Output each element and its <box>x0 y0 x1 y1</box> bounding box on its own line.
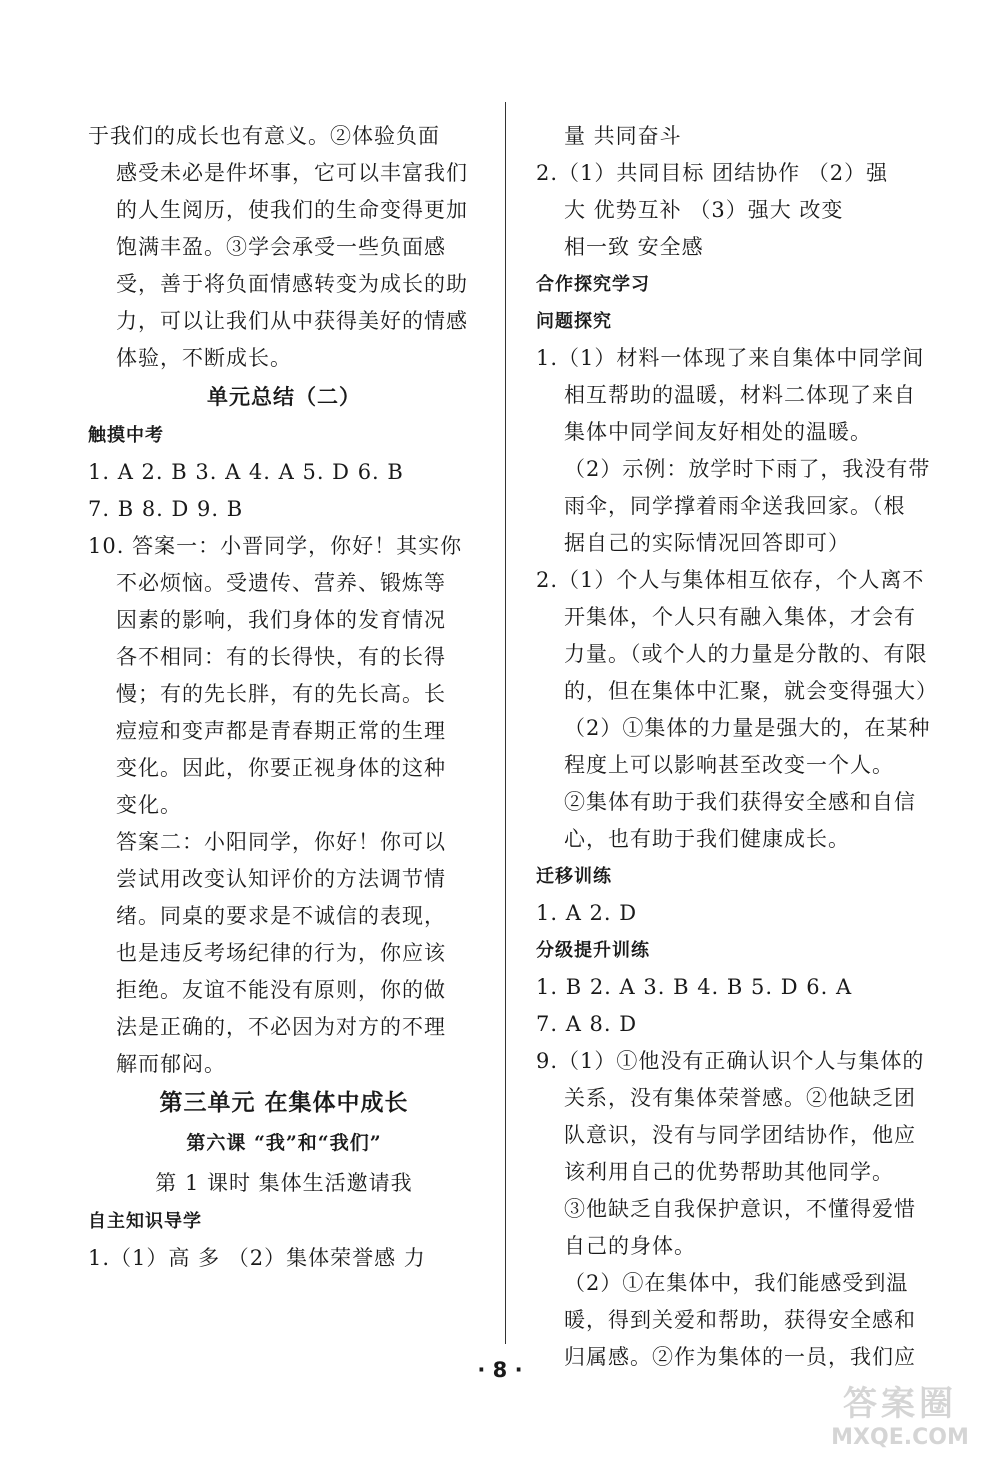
watermark-logo <box>810 1376 990 1458</box>
text-line: 绪。同桌的要求是不诚信的表现， <box>116 904 446 928</box>
text-line: 各不相同：有的长得快，有的长得 <box>116 645 446 669</box>
text-line: 心，也有助于我们健康成长。 <box>564 827 850 851</box>
text-line: 相一致 安全感 <box>564 235 704 259</box>
section-heading-cooperative-inquiry: 合作探究学习 <box>536 274 650 295</box>
answer-line: 1. A 2. B 3. A 4. A 5. D 6. B <box>88 460 404 484</box>
text-line: （2）示例：放学时下雨了，我没有带 <box>564 457 931 481</box>
text-line: 大 优势互补 （3）强大 改变 <box>564 198 844 222</box>
answer-line: 1. B 2. A 3. B 4. B 5. D 6. A <box>536 975 853 999</box>
text-line: 暖，得到关爱和帮助，获得安全感和 <box>564 1308 916 1332</box>
lesson-6-title: 第六课 “我”和“我们” <box>186 1132 382 1154</box>
text-line: 开集体，个人只有融入集体，才会有 <box>564 605 916 629</box>
text-line: 变化。 <box>116 793 182 817</box>
section-heading-graded-training: 分级提升训练 <box>536 940 650 961</box>
answer-line: 1.（1）高 多 （2）集体荣誉感 力 <box>88 1246 426 1270</box>
text-line: 力，可以让我们从中获得美好的情感 <box>116 309 468 333</box>
text-line: 据自己的实际情况回答即可） <box>564 531 850 555</box>
section-heading-problem-inquiry: 问题探究 <box>536 311 612 332</box>
text-line: 也是违反考场纪律的行为，你应该 <box>116 941 446 965</box>
text-line: （2）①集体的力量是强大的，在某种 <box>564 716 931 740</box>
text-line: 尝试用改变认知评价的方法调节情 <box>116 867 446 891</box>
text-line: 慢；有的先长胖，有的先长高。长 <box>116 682 446 706</box>
text-line: 该利用自己的优势帮助其他同学。 <box>564 1160 894 1184</box>
text-line: 队意识，没有与同学团结协作，他应 <box>564 1123 916 1147</box>
text-line: 雨伞，同学撑着雨伞送我回家。（根 <box>564 494 906 518</box>
text-line: 不必烦恼。受遗传、营养、锻炼等 <box>116 571 446 595</box>
text-line: 变化。因此，你要正视身体的这种 <box>116 756 446 780</box>
text-line: 的，但在集体中汇聚，就会变得强大） <box>564 679 938 703</box>
text-line: 自己的身体。 <box>564 1234 696 1258</box>
text-line: 量 共同奋斗 <box>564 124 682 148</box>
text-line: 感受未必是件坏事，它可以丰富我们 <box>116 161 468 185</box>
text-line: 于我们的成长也有意义。②体验负面 <box>88 124 440 148</box>
question-9-block <box>536 1043 925 1376</box>
text-line: 10. 答案一：小晋同学，你好！其实你 <box>88 534 463 558</box>
watermark-text: 答案圈 <box>843 1384 957 1424</box>
text-line: （2）①在集体中，我们能感受到温 <box>564 1271 909 1295</box>
text-line: 的人生阅历，使我们的生命变得更加 <box>116 198 468 222</box>
page-number: · 8 · <box>477 1358 523 1382</box>
unit-3-title: 第三单元 在集体中成长 <box>159 1089 409 1116</box>
left-column <box>88 118 480 1277</box>
text-line: 法是正确的，不必因为对方的不理 <box>116 1015 446 1039</box>
answer-line: 7. A 8. D <box>536 1012 638 1036</box>
answer-line: 1. A 2. D <box>536 901 638 925</box>
text-line: 程度上可以影响甚至改变一个人。 <box>564 753 894 777</box>
text-line: 归属感。②作为集体的一员，我们应 <box>564 1345 916 1369</box>
section-heading-transfer-training: 迁移训练 <box>536 866 612 887</box>
text-line: 2.（1）共同目标 团结协作 （2）强 <box>536 161 889 185</box>
column-divider <box>505 102 506 1344</box>
right-column <box>536 118 938 1376</box>
text-line: 9.（1）①他没有正确认识个人与集体的 <box>536 1049 925 1073</box>
text-line: 体验，不断成长。 <box>116 346 292 370</box>
unit-summary-title: 单元总结（二） <box>207 384 361 409</box>
text-line: 相互帮助的温暖，材料二体现了来自 <box>564 383 916 407</box>
question-10-block <box>88 528 480 1083</box>
text-line: 受，善于将负面情感转变为成长的助 <box>116 272 468 296</box>
text-line: 答案二：小阳同学，你好！你可以 <box>116 830 446 854</box>
text-line: ③他缺乏自我保护意识，不懂得爱惜 <box>564 1197 916 1221</box>
section-heading-self-study: 自主知识导学 <box>88 1211 202 1232</box>
text-line: 1.（1）材料一体现了来自集体中同学间 <box>536 346 925 370</box>
text-line: ②集体有助于我们获得安全感和自信 <box>564 790 916 814</box>
section-heading-touch-exam: 触摸中考 <box>88 425 164 446</box>
answer-line: 7. B 8. D 9. B <box>88 497 244 521</box>
text-line: 拒绝。友谊不能没有原则，你的做 <box>116 978 446 1002</box>
text-line: 痘痘和变声都是青春期正常的生理 <box>116 719 446 743</box>
text-line: 2.（1）个人与集体相互依存，个人离不 <box>536 568 925 592</box>
text-line: 饱满丰盈。③学会承受一些负面感 <box>116 235 446 259</box>
problem-inquiry-block <box>536 340 938 858</box>
answer-continuation-block <box>88 118 480 377</box>
text-line: 解而郁闷。 <box>116 1052 226 1076</box>
period-1-title: 第 1 课时 集体生活邀请我 <box>155 1171 413 1195</box>
text-line: 力量。（或个人的力量是分散的、有限 <box>564 642 928 666</box>
watermark-url: MXQE.COM <box>831 1425 969 1450</box>
text-line: 集体中同学间友好相处的温暖。 <box>564 420 872 444</box>
text-line: 因素的影响，我们身体的发育情况 <box>116 608 446 632</box>
text-line: 关系，没有集体荣誉感。②他缺乏团 <box>564 1086 916 1110</box>
